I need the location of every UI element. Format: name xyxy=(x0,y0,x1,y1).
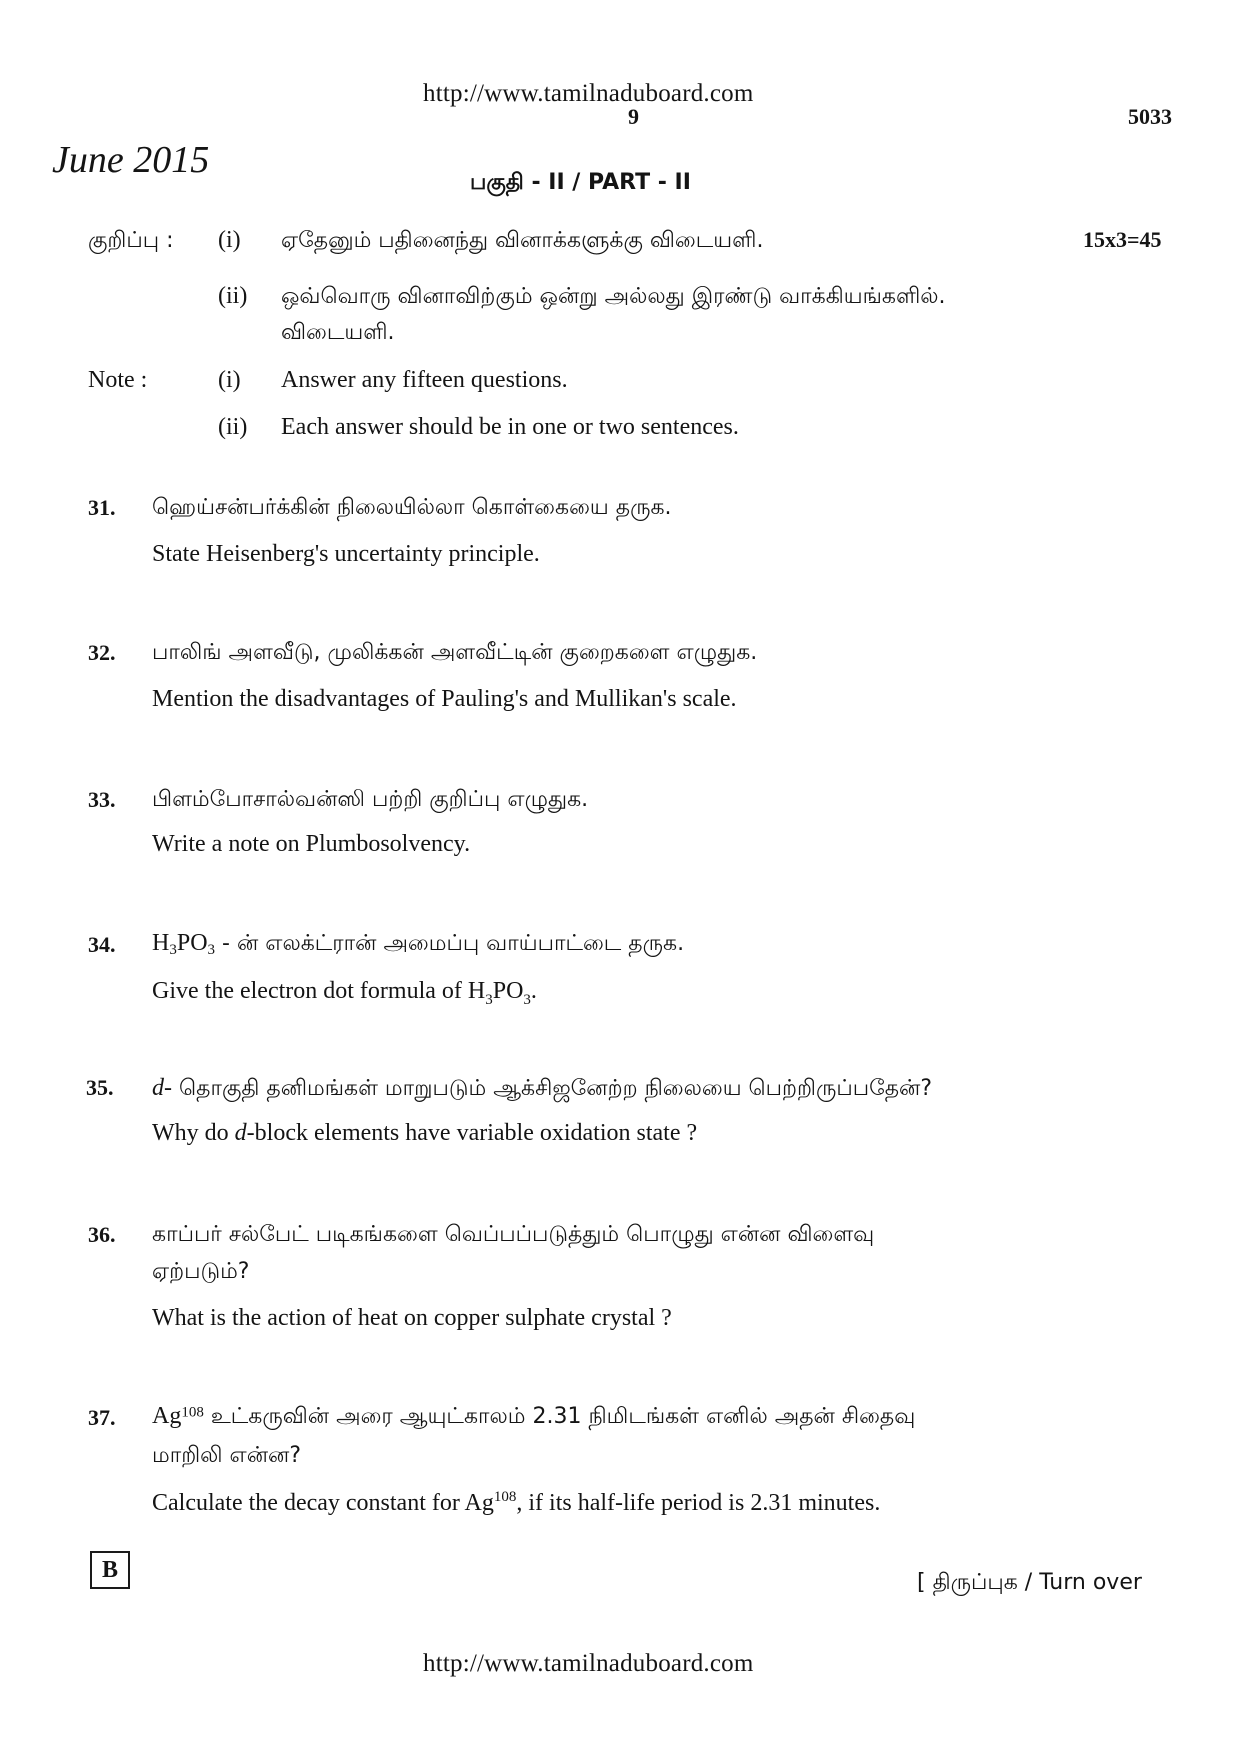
question-number: 33. xyxy=(88,787,116,812)
question-tamil-cont: மாறிலி என்ன? xyxy=(152,1443,302,1468)
english-item-2-num: (ii) xyxy=(218,414,248,440)
d-symbol: d xyxy=(234,1120,247,1146)
question-english: Mention the disadvantages of Pauling's and Mullikan's scale. xyxy=(152,686,737,712)
english-note-label: Note : xyxy=(88,367,148,393)
formula-sub: 3 xyxy=(169,942,177,959)
tamil-item-1-text: ஏதேனும் பதினைந்து வினாக்களுக்கு விடையளி. xyxy=(281,228,764,253)
question-english-text: Calculate the decay constant for Ag xyxy=(152,1490,494,1516)
isotope-symbol: Ag xyxy=(152,1403,182,1429)
question-tamil xyxy=(152,930,684,959)
question-tamil-text: - ன் எலக்ட்ரான் அமைப்பு வாய்பாட்டை தருக. xyxy=(215,931,685,956)
question-english-text: Give the electron dot formula of H xyxy=(152,978,486,1004)
header-url: http://www.tamilnaduboard.com xyxy=(423,80,754,107)
question-english-end: , if its half-life period is 2.31 minutes. xyxy=(516,1490,881,1516)
formula-sub: 3 xyxy=(523,991,531,1008)
question-english-text: Why do xyxy=(152,1120,235,1146)
tamil-item-1-num: (i) xyxy=(218,227,241,253)
session-title: June 2015 xyxy=(52,139,210,181)
english-item-1-text: Answer any fifteen questions. xyxy=(281,367,568,393)
english-item-1-num: (i) xyxy=(218,367,241,393)
turn-over: [ திருப்புக / Turn over xyxy=(917,1570,1142,1595)
question-tamil-text: உட்கருவின் அரை ஆயுட்காலம் 2.31 நிமிடங்கள் எனில் அதன் சிதைவு xyxy=(203,1404,916,1429)
isotope-mass: 108 xyxy=(493,1489,517,1505)
question-tamil: காப்பர் சல்பேட் படிகங்களை வெப்பப்படுத்தும் பொழுது என்ன விளைவு xyxy=(152,1222,875,1247)
question-english xyxy=(152,1120,697,1147)
question-english-end: -block elements have variable oxidation state ? xyxy=(246,1120,698,1146)
english-item-2-text: Each answer should be in one or two sentences. xyxy=(281,414,739,440)
version-box: B xyxy=(90,1551,130,1589)
tamil-note-label: குறிப்பு : xyxy=(88,228,174,253)
question-tamil-text: தொகுதி தனிமங்கள் மாறுபடும் ஆக்சிஜனேற்ற நிலையை பெற்றிருப்பதேன்? xyxy=(172,1076,933,1101)
marks: 15x3=45 xyxy=(1083,227,1162,252)
isotope-mass: 108 xyxy=(181,1404,204,1421)
question-english-end: . xyxy=(530,978,537,1004)
question-english xyxy=(152,1490,880,1517)
question-tamil xyxy=(152,1075,932,1104)
question-tamil: பிளம்போசால்வன்ஸி பற்றி குறிப்பு எழுதுக. xyxy=(152,787,589,812)
formula-po: PO xyxy=(492,978,524,1004)
paper-code: 5033 xyxy=(1128,104,1172,129)
tamil-item-2-num: (ii) xyxy=(218,283,248,309)
question-tamil: ஹெய்சன்பர்க்கின் நிலையில்லா கொள்கையை தருக. xyxy=(152,495,672,520)
question-number: 32. xyxy=(88,640,116,665)
d-symbol: d- xyxy=(152,1075,172,1101)
question-number: 37. xyxy=(88,1405,116,1430)
question-english: State Heisenberg's uncertainty principle. xyxy=(152,541,540,567)
question-english: What is the action of heat on copper sulphate crystal ? xyxy=(152,1305,672,1331)
formula-sub: 3 xyxy=(207,942,216,959)
page-number: 9 xyxy=(628,104,639,129)
question-tamil-cont: ஏற்படும்? xyxy=(152,1259,250,1284)
question-english xyxy=(152,978,537,1008)
formula-po: PO xyxy=(176,930,208,956)
question-tamil xyxy=(152,1403,915,1432)
tamil-item-2-text: ஒவ்வொரு வினாவிற்கும் ஒன்று அல்லது இரண்டு வாக்கியங்களில். xyxy=(281,284,946,309)
question-number: 36. xyxy=(88,1222,116,1247)
formula-h: H xyxy=(152,930,170,956)
part-title: பகுதி - II / PART - II xyxy=(470,170,691,195)
question-number: 35. xyxy=(86,1075,114,1100)
footer-url: http://www.tamilnaduboard.com xyxy=(423,1650,754,1677)
question-english: Write a note on Plumbosolvency. xyxy=(152,831,471,857)
question-number: 34. xyxy=(88,932,116,957)
tamil-item-2-text-cont: விடையளி. xyxy=(281,320,395,345)
question-tamil: பாலிங் அளவீடு, முலிக்கன் அளவீட்டின் குறைகளை எழுதுக. xyxy=(152,640,758,665)
question-number: 31. xyxy=(88,495,116,520)
formula-sub: 3 xyxy=(485,991,493,1008)
